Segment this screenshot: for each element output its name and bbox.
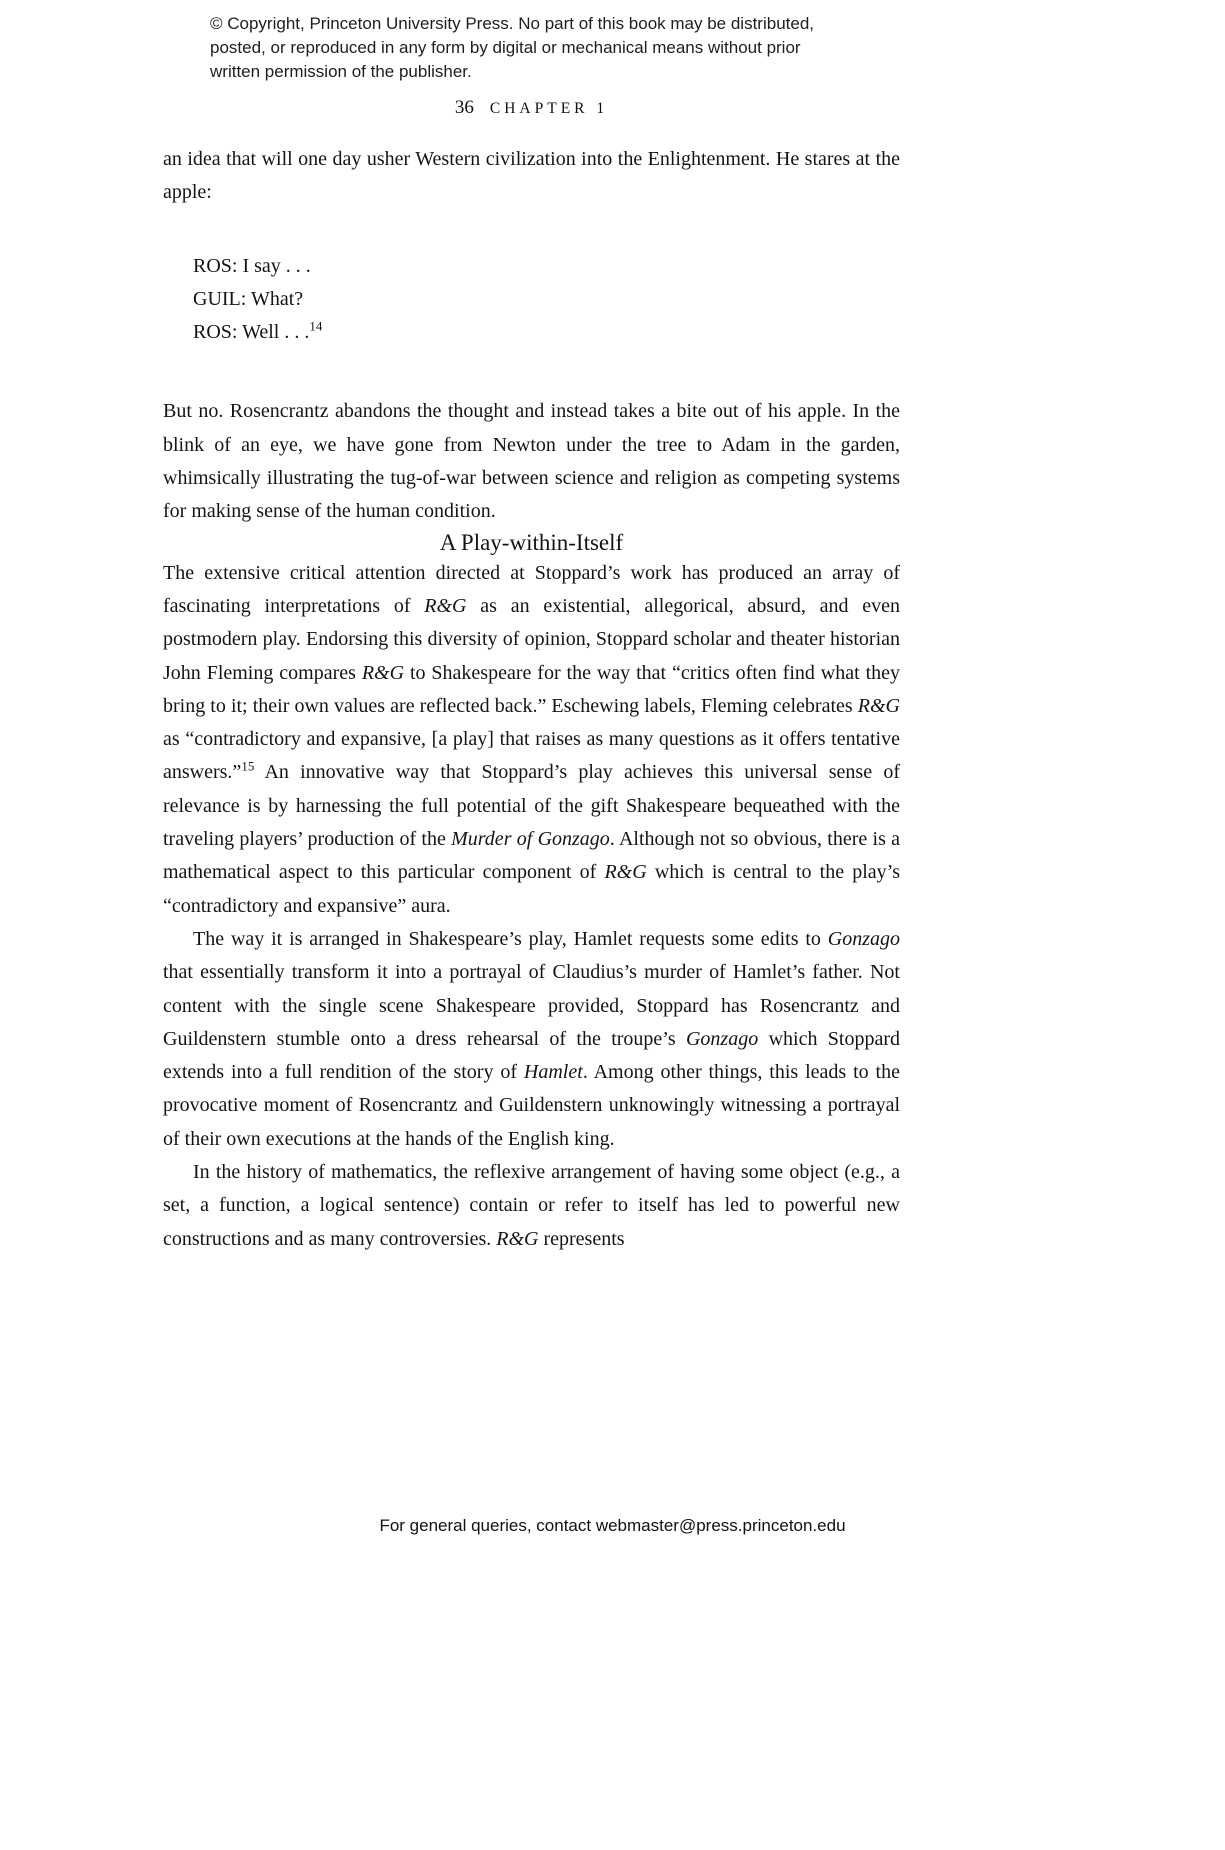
paragraph-continuation: an idea that will one day usher Western civilization into the Enlightenment. He stares at the apple:: [163, 148, 900, 204]
paragraph: In the history of mathematics, the reflexive arrangement of having some object (e.g., a set, a function, a logical sentence) contain or refer to itself has led to powerful new constructions and as many controversies. R&G represents: [163, 1161, 900, 1250]
copyright-notice: © Copyright, Princeton University Press. No part of this book may be distributed, posted, or reproduced in any form by digital or mechanical means without prior written permission of the publisher.: [210, 14, 815, 81]
page-header: [163, 97, 900, 119]
paragraph: The way it is arranged in Shakespeare’s play, Hamlet requests some edits to Gonzago that essentially transform it into a portrayal of Claudius’s murder of Hamlet’s father. Not content with the single scene Shakespeare provided, Stoppard has Rosencrantz and Guildenstern stumble onto a dress rehearsal of the troupe’s Gonzago which Stoppard extends into a full rendition of the story of Hamlet. Among other things, this leads to the provocative moment of Rosencrantz and Guildenstern unknowingly witnessing a portrayal of their own executions at the hands of the English king.: [163, 927, 901, 1150]
quote-line: GUIL: What?: [193, 287, 304, 310]
page-number: 36: [454, 97, 474, 118]
paragraph: The extensive critical attention directed at Stoppard’s work has produced an array of fascinating interpretations of R&G as an existential, allegorical, absurd, and even postmodern play. Endorsing this diversity of opinion, Stoppard scholar and theater historian John Fleming compares R&G to Shakespeare for the way that “critics often find what they bring to it; their own values are reflected back.” Eschewing labels, Fleming celebrates R&G as “contradictory and expansive, [a play] that raises as many questions as it offers tentative answers.”$^{15}$ An innovative way that Stoppard’s play achieves this universal sense of relevance is by harnessing the full potential of the gift Shakespeare bequeathed with the traveling players’ production of the Murder of Gonzago. Although not so obvious, there is a mathematical aspect to this particular component of R&G which is central to the play’s “contradictory and expansive” aura.: [163, 561, 901, 917]
quote-line: ROS: I say . . .: [193, 254, 311, 277]
chapter-label: CHAPTER 1: [489, 100, 609, 117]
paragraph: But no. Rosencrantz abandons the thought and instead takes a bite out of his apple. In the blink of an eye, we have gone from Newton under the tree to Adam in the garden, whimsically illustrating the tug-of-war between science and religion as competing systems for making sense of the human condition.: [163, 400, 900, 523]
section-heading: A Play-within-Itself: [439, 529, 624, 555]
footer-query-note: For general queries, contact webmaster@press.princeton.edu: [379, 1516, 846, 1535]
dialogue-quote: [193, 250, 900, 350]
quote-line: ROS: Well . . .$^{14}$: [193, 318, 323, 344]
body-text: [163, 143, 900, 1256]
